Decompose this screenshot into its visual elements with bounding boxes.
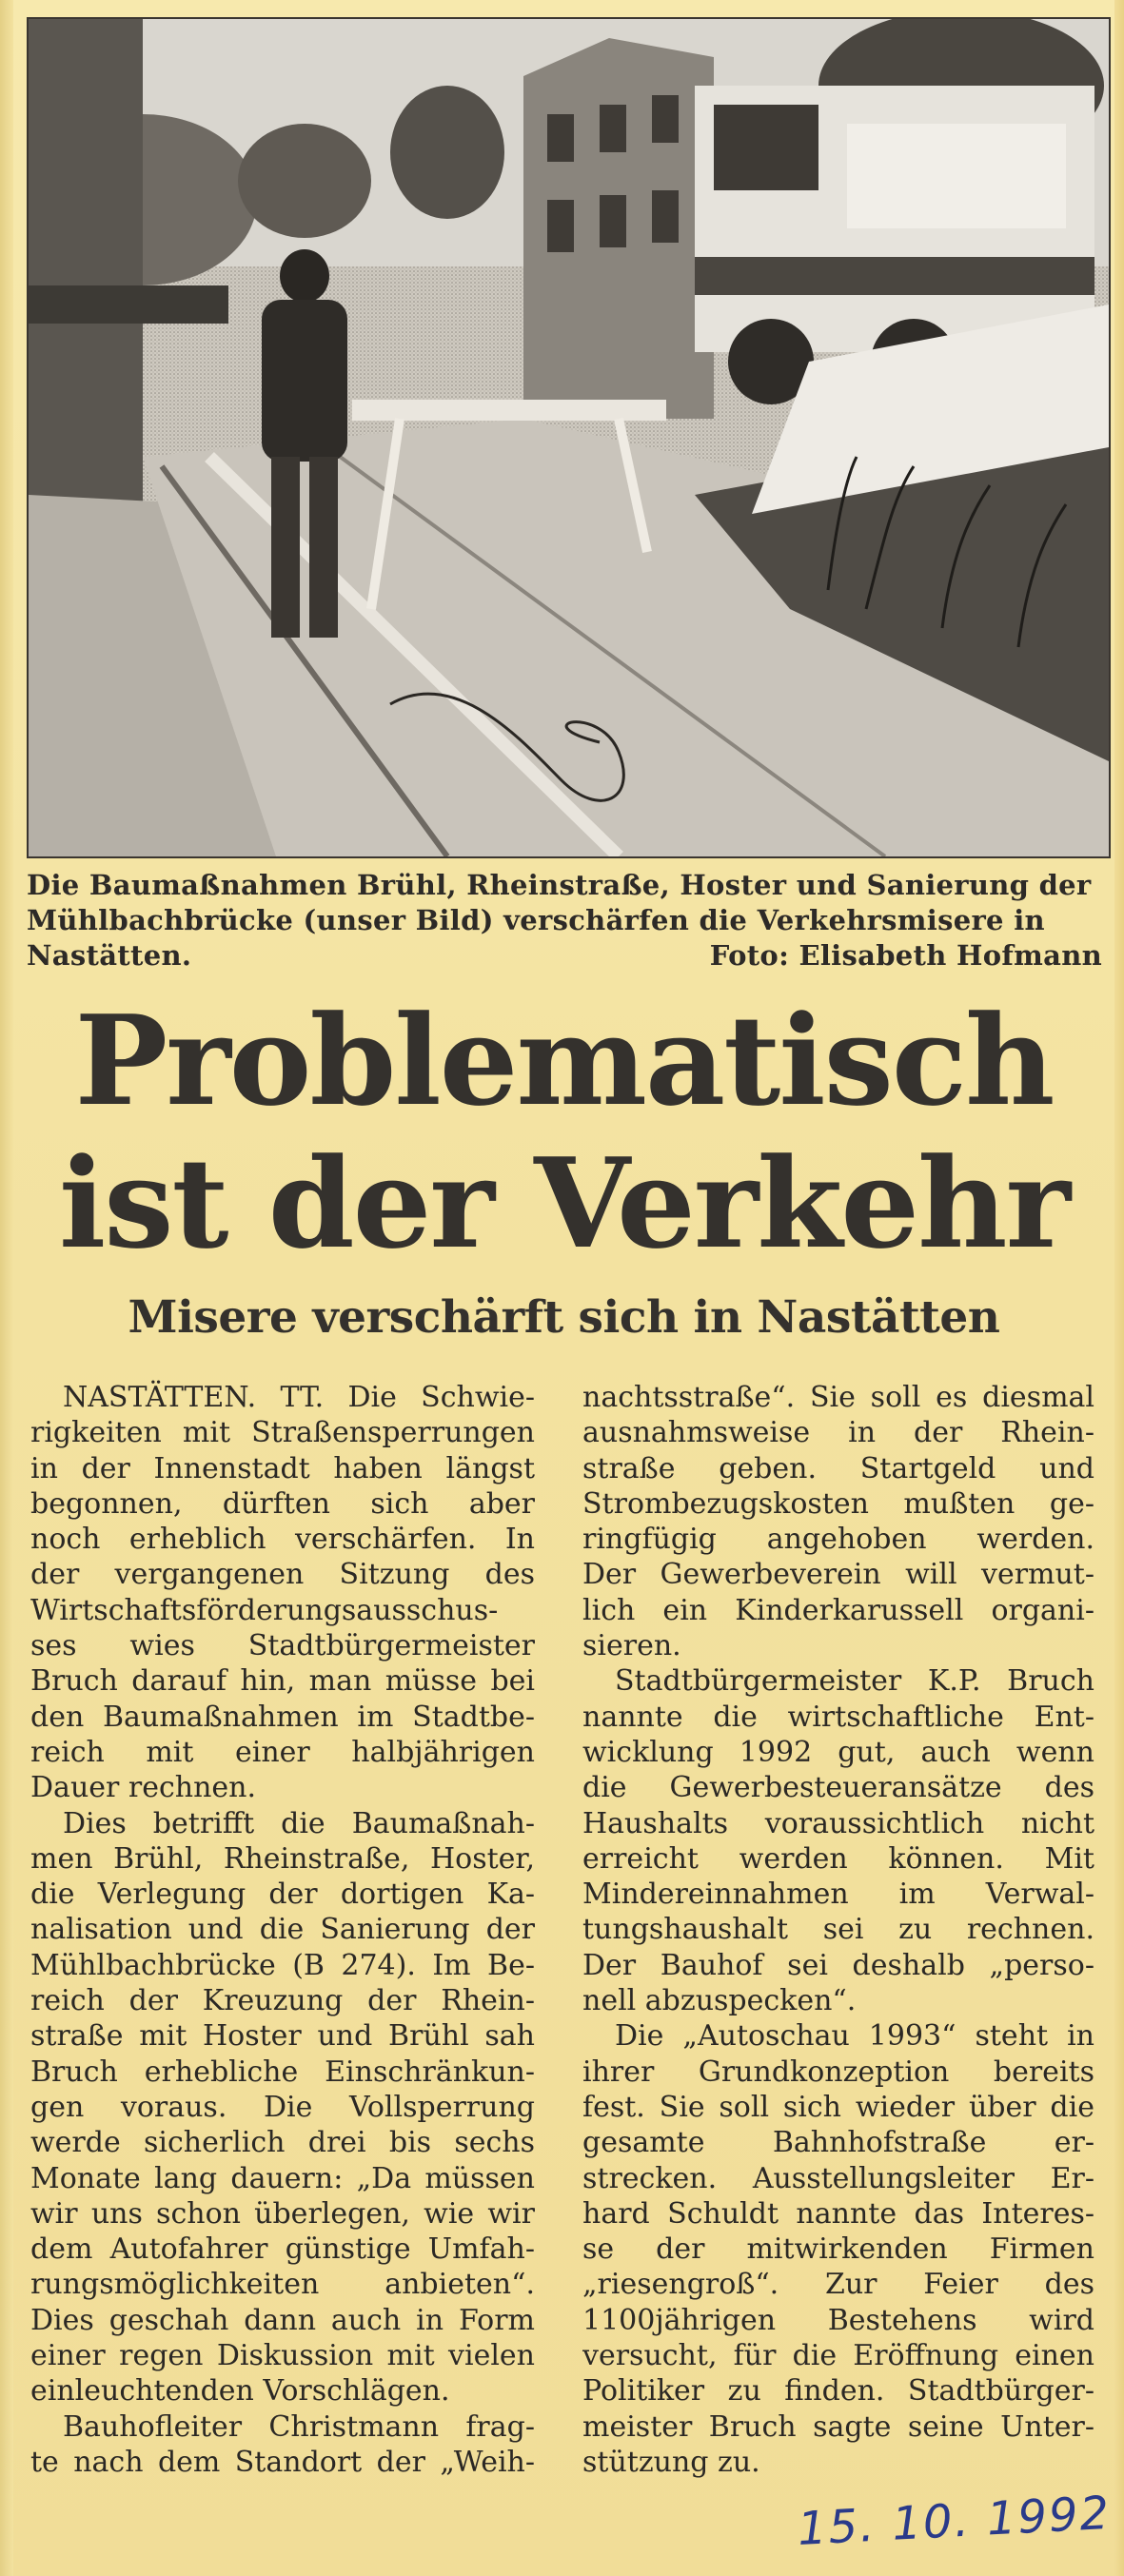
text-line: wicklung 1992 gut, auch wenn (582, 1735, 1094, 1769)
text-line: einleuchtenden Vorschlägen. (30, 2374, 450, 2409)
text-line: der vergangenen Sitzung des (30, 1558, 535, 1592)
text-line: versucht, für die Eröffnung einen (582, 2339, 1094, 2373)
text-line: erreicht werden können. Mit (582, 1841, 1094, 1876)
text-line: ringfügig angehoben werden. (582, 1523, 1094, 1557)
text-line: Strombezugskosten mußten ge- (582, 1486, 1094, 1521)
headline (29, 990, 1099, 1275)
text-line: meister Bruch sagte seine Unter- (582, 2409, 1094, 2444)
photo-caption (27, 868, 1102, 973)
text-line: gesamte Bahnhofstraße er- (582, 2126, 1094, 2160)
text-line: nachtsstraße“. Sie soll es diesmal (582, 1381, 1094, 1414)
text-line: lich ein Kinderkarussell organi- (582, 1593, 1094, 1627)
text-line: men Brühl, Rheinstraße, Hoster, (30, 1841, 535, 1876)
text-line: die Verlegung der dortigen Ka- (30, 1878, 535, 1912)
text-line: reich mit einer halbjährigen (30, 1735, 535, 1769)
headline-line-1: Problematisch (74, 988, 1054, 1133)
text-line: NASTÄTTEN. TT. Die Schwie- (63, 1381, 535, 1414)
text-line: Politiker zu finden. Stadtbürger- (582, 2374, 1094, 2409)
text-line: nell abzuspecken“. (582, 1984, 857, 2018)
text-line: Dies geschah dann auch in Form (30, 2303, 535, 2337)
text-line: nalisation und die Sanierung der (30, 1913, 535, 1947)
text-line: Dauer rechnen. (30, 1771, 257, 1805)
article-column-left (30, 1380, 535, 2480)
text-line: in der Innenstadt haben längst (30, 1451, 535, 1485)
text-line: ihrer Grundkonzeption bereits (582, 2055, 1094, 2089)
construction-site-photo (27, 17, 1111, 858)
text-line: Wirtschaftsförderungsausschus- (30, 1593, 499, 1627)
text-line: se der mitwirkenden Firmen (582, 2232, 1094, 2267)
text-line: stützung zu. (582, 2445, 760, 2479)
text-line: gen voraus. Die Vollsperrung (30, 2090, 535, 2124)
text-line: straße mit Hoster und Brühl sah (30, 2019, 535, 2054)
text-line: ausnahmsweise in der Rhein- (582, 1416, 1094, 1450)
caption-line: Die Baumaßnahmen Brühl, Rheinstraße, Hoster und Sanierung der (27, 869, 1092, 901)
text-line: straße geben. Startgeld und (582, 1451, 1094, 1485)
caption-line: Mühlbachbrücke (unser Bild) verschärfen die Verkehrsmisere in (27, 904, 1045, 936)
text-line: Bruch erhebliche Einschränkun- (30, 2055, 535, 2089)
text-line: Mindereinnahmen im Verwal- (582, 1878, 1094, 1912)
text-line: 1100jährigen Bestehens wird (582, 2303, 1094, 2337)
text-line: strecken. Ausstellungsleiter Er- (582, 2161, 1094, 2195)
text-line: Bauhofleiter Christmann frag- (63, 2409, 535, 2444)
text-line: Dies betrifft die Baumaßnah- (63, 1806, 535, 1840)
text-line: einer regen Diskussion mit vielen (30, 2339, 535, 2373)
text-line: die Gewerbesteueransätze des (582, 1771, 1094, 1805)
text-line: Die „Autoschau 1993“ steht in (615, 2019, 1094, 2054)
text-line: dem Autofahrer günstige Umfah- (30, 2232, 535, 2267)
text-line: Haushalts voraussichtlich nicht (582, 1806, 1094, 1840)
text-line: te nach dem Standort der „Weih- (30, 2445, 535, 2479)
text-line: „riesengroß“. Zur Feier des (582, 2268, 1094, 2302)
text-line: Mühlbachbrücke (B 274). Im Be- (30, 1948, 535, 1982)
text-line: fest. Sie soll sich wieder über die (582, 2090, 1094, 2124)
paper-edge-right (1114, 0, 1124, 2576)
text-line: sieren. (582, 1629, 681, 1663)
text-line: Stadtbürgermeister K.P. Bruch (615, 1664, 1094, 1699)
text-line: nannte die wirtschaftliche Ent- (582, 1700, 1094, 1734)
text-line: noch erheblich verschärfen. In (30, 1523, 535, 1557)
text-line: Monate lang dauern: „Da müssen (30, 2161, 535, 2195)
text-line: wir uns schon überlegen, wie wir (30, 2196, 535, 2231)
text-line: ses wies Stadtbürgermeister (30, 1629, 535, 1663)
article-column-right (582, 1380, 1094, 2480)
text-line: Bruch darauf hin, man müsse bei (30, 1664, 535, 1699)
paper-edge (0, 0, 13, 2576)
text-line: Der Bauhof sei deshalb „perso- (582, 1948, 1094, 1982)
text-line: begonnen, dürften sich aber (30, 1486, 535, 1521)
caption-line: Nastätten. (27, 939, 192, 972)
photo-credit: Foto: Elisabeth Hofmann (709, 939, 1102, 972)
text-line: reich der Kreuzung der Rhein- (30, 1984, 535, 2018)
text-line: tungshaushalt sei zu rechnen. (582, 1913, 1094, 1947)
text-line: rigkeiten mit Straßensperrungen (30, 1416, 535, 1450)
text-line: werde sicherlich drei bis sechs (30, 2126, 535, 2160)
headline-line-2: ist der Verkehr (58, 1131, 1070, 1276)
text-line: hard Schuldt nannte das Interes- (582, 2196, 1094, 2231)
text-line: Der Gewerbeverein will vermut- (582, 1558, 1094, 1592)
text-line: rungsmöglichkeiten anbieten“. (30, 2268, 535, 2302)
text-line: den Baumaßnahmen im Stadtbe- (30, 1700, 535, 1734)
handwritten-date: 15. 10. 1992 (796, 2486, 1113, 2556)
subheadline: Misere verschärft sich in Nastätten (128, 1291, 1000, 1344)
